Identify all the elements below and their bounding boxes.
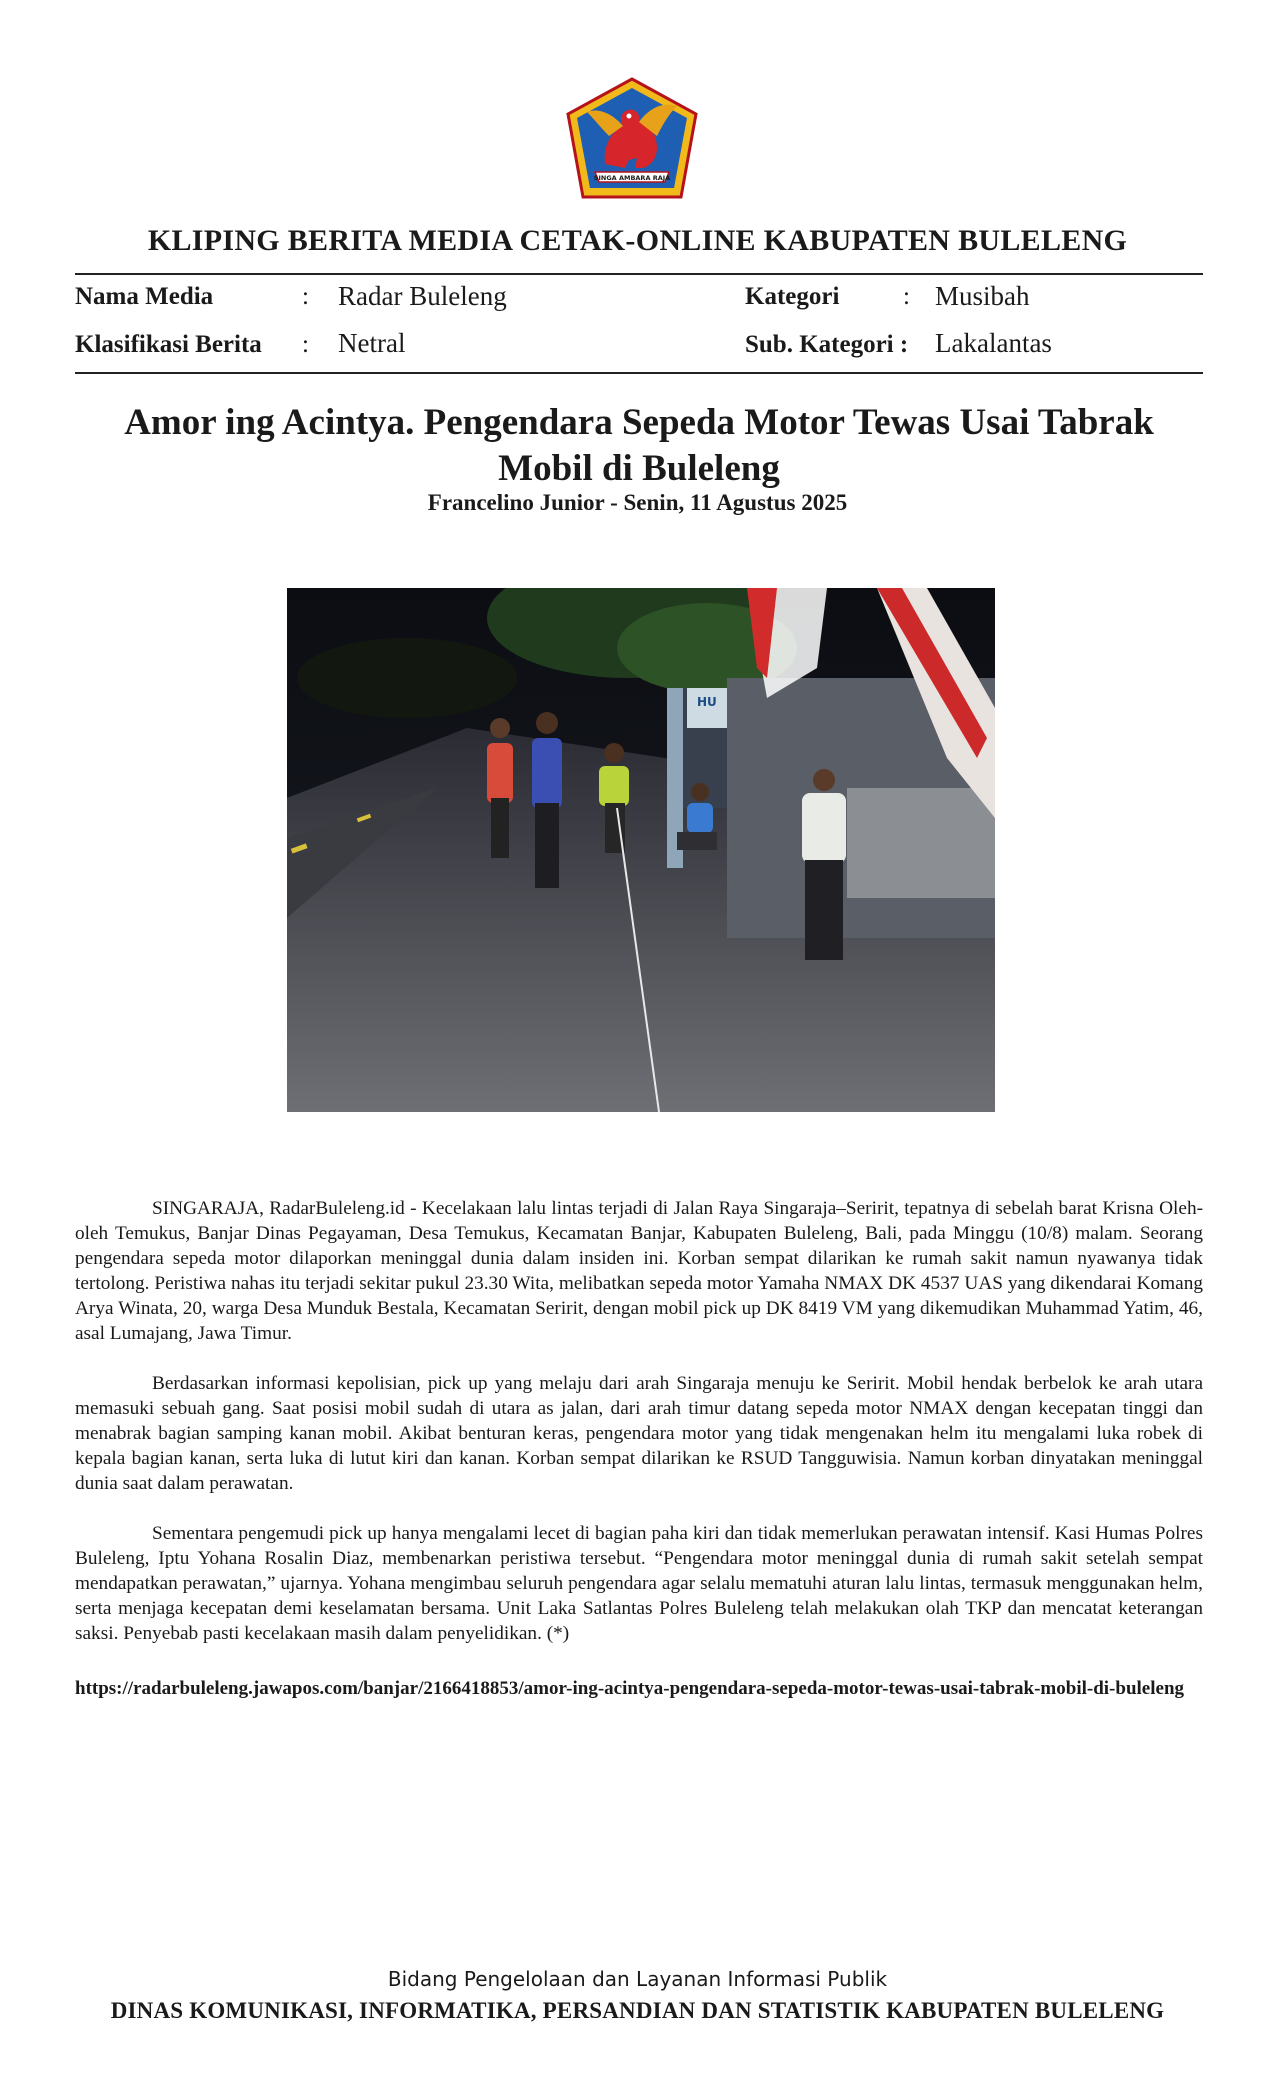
header-bottom-rule (75, 372, 1203, 374)
article-title: Amor ing Acintya. Pengendara Sepeda Motor Tewas Usai Tabrak Mobil di Buleleng (124, 402, 1154, 489)
media-name-value: Radar Buleleng (338, 281, 507, 311)
article-paragraph: SINGARAJA, RadarBuleleng.id - Kecelakaan lalu lintas terjadi di Jalan Raya Singaraja–Seririt, tepatnya di sebelah barat Krisna Oleh-oleh Temukus, Banjar Dinas Pegayaman, Desa Temukus, Kecamatan Banjar, Kabupaten Buleleng, Bali, pada Minggu (10/8) malam. Seorang pengendara sepeda motor dilaporkan meninggal dunia dalam insiden ini. Korban sempat dilarikan ke rumah sakit namun nyawanya tidak tertolong. Peristiwa nahas itu terjadi sekitar pukul 23.30 Wita, melibatkan sepeda motor Yamaha NMAX DK 4537 UAS yang dikendarai Komang Arya Winata, 20, warga Desa Munduk Bestala, Kecamatan Seririt, dengan mobil pick up DK 8419 VM yang dikemudikan Muhammad Yatim, 46, asal Lumajang, Jawa Timur. (75, 1198, 1203, 1344)
article-body (75, 1196, 1203, 1671)
classification-label: Klasifikasi Berita (75, 331, 262, 358)
source-url-link[interactable]: https://radarbuleleng.jawapos.com/banjar/2166418853/amor-ing-acintya-pengendara-sepeda-motor-tewas-usai-tabrak-mobil-di-buleleng (75, 1678, 1185, 1699)
category-label: Kategori (745, 283, 840, 310)
classification-colon: : (302, 331, 309, 358)
header-top-rule (75, 273, 1203, 275)
footer-agency: DINAS KOMUNIKASI, INFORMATIKA, PERSANDIAN DAN STATISTIK KABUPATEN BULELENG (110, 1998, 1165, 2023)
category-value: Musibah (935, 281, 1030, 311)
photo-sign-text: HU (697, 695, 717, 709)
media-name-colon: : (302, 283, 309, 310)
category-colon: : (903, 283, 910, 310)
media-name-label: Nama Media (75, 283, 214, 310)
regency-logo (565, 76, 699, 200)
article-paragraph: Sementara pengemudi pick up hanya mengalami lecet di bagian paha kiri dan tidak memerlukan perawatan intensif. Kasi Humas Polres Buleleng, Iptu Yohana Rosalin Diaz, membenarkan peristiwa tersebut. “Pengendara motor meninggal dunia di rumah sakit setelah sempat mendapatkan perawatan,” ujarnya. Yohana mengimbau seluruh pengendara agar selalu mematuhi aturan lalu lintas, termasuk menggunakan helm, serta menjaga kecepatan demi keselamatan bersama. Unit Laka Satlantas Polres Buleleng telah melakukan olah TKP dan mencatat keterangan saksi. Penyebab pasti kecelakaan masih dalam penyelidikan. (*) (75, 1523, 1203, 1644)
subcategory-value: Lakalantas (935, 328, 1052, 358)
article-byline: Francelino Junior - Senin, 11 Agustus 2025 (427, 490, 848, 515)
article-paragraph: Berdasarkan informasi kepolisian, pick up yang melaju dari arah Singaraja menuju ke Seririt. Mobil hendak berbelok ke arah utara memasuki sebuah gang. Saat posisi mobil sudah di utara as jalan, dari arah timur datang sepeda motor NMAX dengan kecepatan tinggi dan menabrak bagian samping kanan mobil. Akibat benturan keras, pengendara motor yang tidak mengenakan helm itu mengalami luka robek di kepala bagian kanan, serta luka di lutut kiri dan kanan. Korban sempat dilarikan ke RSUD Tangguwisia. Namun korban dinyatakan meninggal dunia saat dalam perawatan. (75, 1373, 1203, 1494)
article-photo (287, 588, 995, 1112)
footer-division: Bidang Pengelolaan dan Layanan Informasi Publik (387, 1967, 888, 1991)
clipping-header-title: KLIPING BERITA MEDIA CETAK-ONLINE KABUPATEN BULELENG (147, 224, 1128, 257)
subcategory-label: Sub. Kategori : (745, 331, 909, 358)
logo-caption: SINGA AMBARA RAJA (593, 174, 671, 182)
classification-value: Netral (338, 328, 406, 358)
